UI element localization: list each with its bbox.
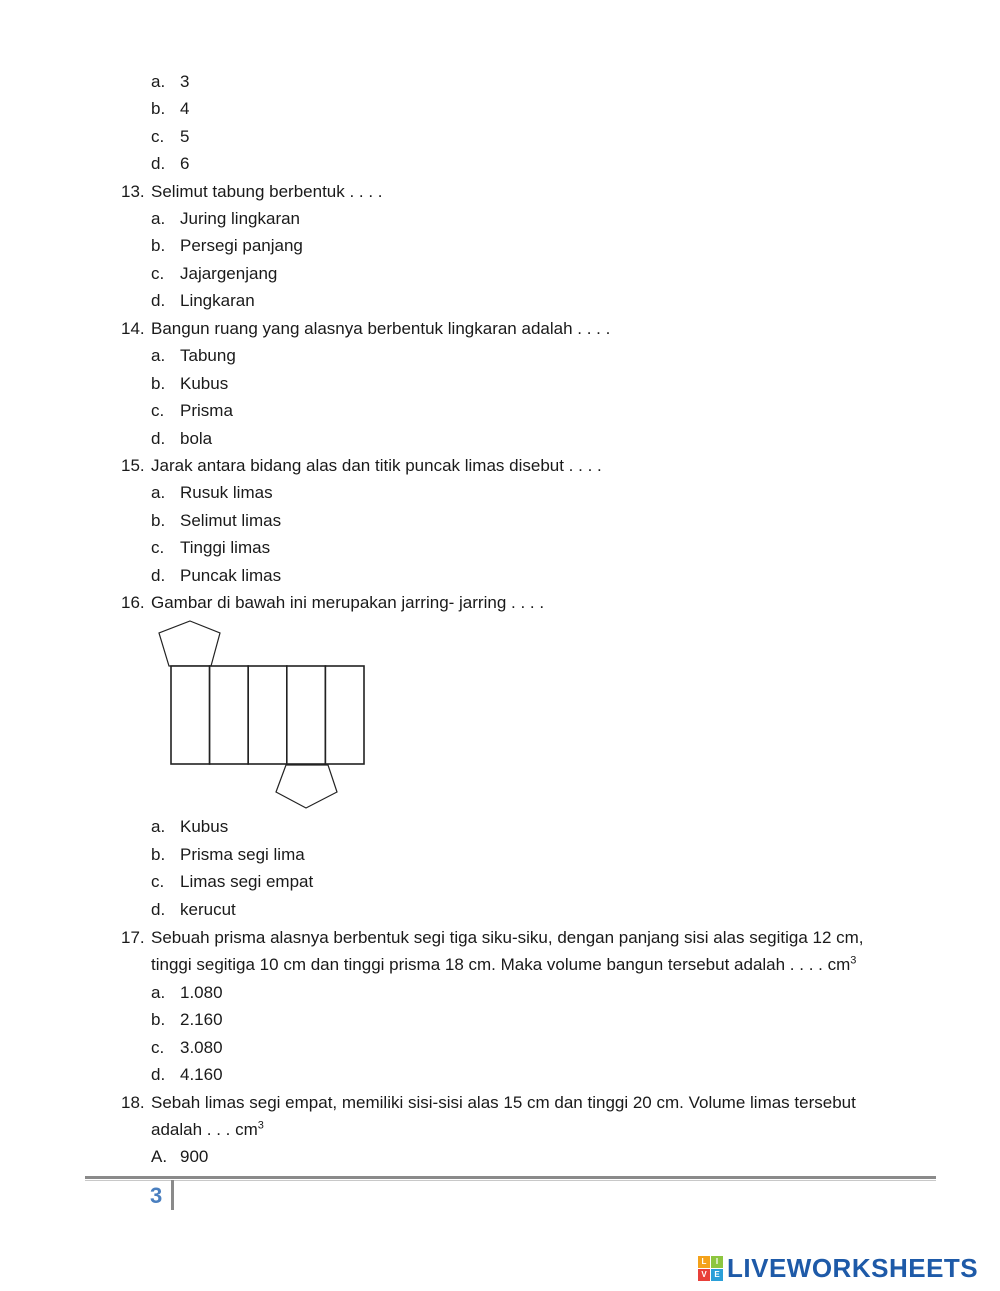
question-text: Gambar di bawah ini merupakan jarring- jarring . . . . [151,593,545,612]
liveworksheets-brand [698,1253,978,1284]
question-text: Sebuah prisma alasnya berbentuk segi tiga siku-siku, dengan panjang sisi alas segitiga 12 cm, [151,928,864,947]
question-text-continued [151,954,856,976]
question-text-continued [151,1119,264,1141]
footer-divider-shadow [85,1180,936,1181]
brand-name: LIVEWORKSHEETS [727,1253,979,1283]
question-number: 15. [121,456,145,475]
option-letter: d. [151,1065,166,1084]
logo-tile: L [698,1256,710,1268]
option-text: Juring lingkaran [180,209,301,228]
option-text: 6 [180,154,190,173]
question-number: 13. [121,182,145,201]
option-text: 5 [180,127,190,146]
option-letter: b. [151,236,166,255]
option-letter: b. [151,511,166,530]
side-face [248,666,287,764]
option-letter: c. [151,872,165,891]
question-text: Bangun ruang yang alasnya berbentuk lingkaran adalah . . . . [151,319,611,338]
page-number: 3 [150,1183,163,1208]
bottom-pentagon [276,765,337,808]
side-face [287,666,326,764]
superscript: 3 [850,954,857,967]
option-text: Selimut limas [180,511,282,530]
option-letter: d. [151,291,166,310]
option-letter: a. [151,346,166,365]
option-letter: b. [151,374,166,393]
question-text: Jarak antara bidang alas dan titik puncak limas disebut . . . . [151,456,602,475]
option-text: Tabung [180,346,236,365]
option-letter: a. [151,817,166,836]
option-text: Tinggi limas [180,538,271,557]
logo-tile: V [698,1269,710,1281]
option-text: kerucut [180,900,236,919]
option-text: Kubus [180,817,229,836]
option-text: Limas segi empat [180,872,314,891]
question-number: 18. [121,1093,145,1112]
option-letter: d. [151,154,166,173]
option-text: 900 [180,1147,209,1166]
option-letter: c. [151,127,165,146]
option-letter: A. [151,1147,168,1166]
option-text: Puncak limas [180,566,282,585]
option-letter: b. [151,845,166,864]
option-text: bola [180,429,213,448]
liveworksheets-logo-icon [698,1256,723,1281]
option-letter: d. [151,429,166,448]
top-pentagon [159,621,220,666]
option-text: 3.080 [180,1038,223,1057]
option-text: 4.160 [180,1065,223,1084]
question-text-part: tinggi segitiga 10 cm dan tinggi prisma 18 cm. Maka volume bangun tersebut adalah . . . . cm [151,955,851,974]
option-letter: b. [151,99,166,118]
question-text-part: adalah . . . cm [151,1120,258,1139]
question-number: 17. [121,928,145,947]
option-text: 2.160 [180,1010,223,1029]
option-letter: d. [151,900,166,919]
option-letter: c. [151,538,165,557]
option-text: Prisma [180,401,233,420]
option-text: Jajargenjang [180,264,278,283]
option-text: 4 [180,99,190,118]
option-letter: b. [151,1010,166,1029]
question-text: Sebah limas segi empat, memiliki sisi-sisi alas 15 cm dan tinggi 20 cm. Volume limas tersebut [151,1093,856,1112]
option-letter: c. [151,1038,165,1057]
superscript: 3 [257,1119,264,1132]
option-letter: a. [151,72,166,91]
option-text: 1.080 [180,983,223,1002]
side-face [171,666,210,764]
footer-divider [85,1176,936,1179]
option-text: Prisma segi lima [180,845,305,864]
option-text: 3 [180,72,190,91]
option-letter: d. [151,566,166,585]
page-number-separator [171,1180,174,1210]
question-number: 14. [121,319,145,338]
option-text: Rusuk limas [180,483,273,502]
option-text: Persegi panjang [180,236,303,255]
option-letter: c. [151,264,165,283]
pentagonal-prism-net-figure [155,618,370,813]
question-text: Selimut tabung berbentuk . . . . [151,182,383,201]
option-letter: a. [151,209,166,228]
option-letter: a. [151,483,166,502]
option-text: Lingkaran [180,291,255,310]
logo-tile: I [711,1256,723,1268]
logo-tile: E [711,1269,723,1281]
side-face [325,666,364,764]
option-letter: c. [151,401,165,420]
question-number: 16. [121,593,145,612]
side-face [210,666,249,764]
option-text: Kubus [180,374,229,393]
option-letter: a. [151,983,166,1002]
